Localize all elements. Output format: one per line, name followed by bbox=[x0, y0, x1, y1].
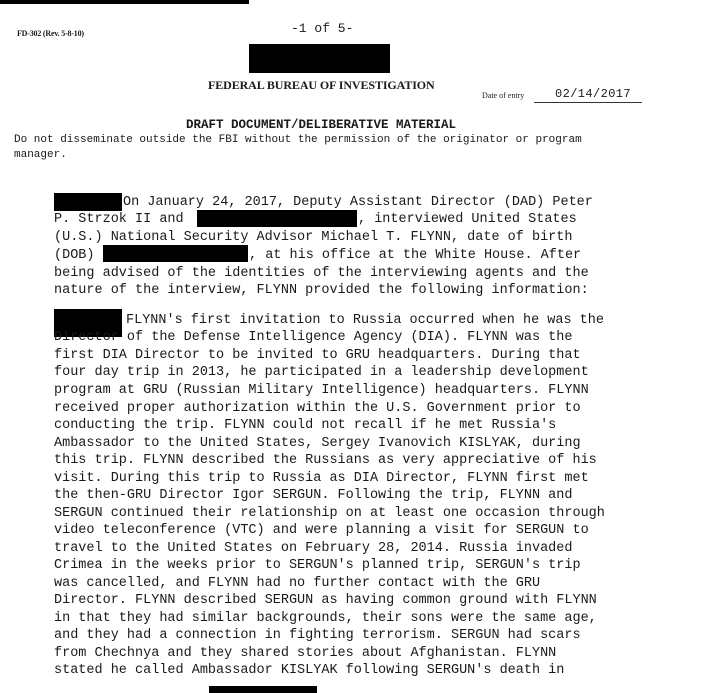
p2-line-17: Director. FLYNN described SERGUN as having common ground with FLYNN bbox=[54, 593, 597, 608]
p2-line-7: conducting the trip. FLYNN could not recall if he met Russia's bbox=[54, 418, 557, 433]
p1-line-4b: , at his office at the White House. After bbox=[249, 248, 582, 263]
notice-title: DRAFT DOCUMENT/DELIBERATIVE MATERIAL bbox=[186, 118, 457, 132]
form-id: FD-302 (Rev. 5-8-10) bbox=[17, 29, 84, 38]
redaction-p1-dob bbox=[103, 245, 248, 262]
p2-line-3: first DIA Director to be invited to GRU headquarters. During that bbox=[54, 348, 581, 363]
date-value: 02/14/2017 bbox=[555, 87, 632, 101]
top-redaction bbox=[0, 0, 249, 4]
p1-line-2b: , interviewed United States bbox=[358, 212, 577, 227]
p2-line-8: Ambassador to the United States, Sergey Ivanovich KISLYAK, during bbox=[54, 436, 581, 451]
p2-line-1: FLYNN's first invitation to Russia occurred when he was the bbox=[126, 313, 604, 328]
p2-line-14: travel to the United States on February 28, 2014. Russia invaded bbox=[54, 541, 573, 556]
p2-line-4: four day trip in 2013, he participated in a leadership development bbox=[54, 365, 589, 380]
p2-line-21: stated he called Ambassador KISLYAK following SERGUN's death in bbox=[54, 663, 565, 678]
p2-line-13: video teleconference (VTC) and were planning a visit for SERGUN to bbox=[54, 523, 589, 538]
header-redaction bbox=[249, 44, 390, 73]
redaction-p1-agent bbox=[197, 210, 357, 227]
notice-line-1: Do not disseminate outside the FBI without the permission of the originator or program bbox=[14, 134, 582, 146]
p2-line-16: was cancelled, and FLYNN had no further contact with the GRU bbox=[54, 576, 541, 591]
agency-title: FEDERAL BUREAU OF INVESTIGATION bbox=[208, 78, 435, 92]
p1-line-3: (U.S.) National Security Advisor Michael T. FLYNN, date of birth bbox=[54, 230, 573, 245]
p2-line-2: Director of the Defense Intelligence Agency (DIA). FLYNN was the bbox=[54, 330, 573, 345]
p1-line-2a: P. Strzok II and bbox=[54, 212, 184, 227]
page-indicator: -1 of 5- bbox=[291, 21, 354, 36]
p1-line-1: On January 24, 2017, Deputy Assistant Director (DAD) Peter bbox=[123, 195, 593, 210]
redaction-p1-lead bbox=[54, 193, 122, 211]
p2-line-20: from Chechnya and they shared stories about Afghanistan. FLYNN bbox=[54, 646, 557, 661]
p2-line-15: Crimea in the weeks prior to SERGUN's planned trip, SERGUN's trip bbox=[54, 558, 581, 573]
notice-line-2: manager. bbox=[14, 149, 67, 161]
p1-line-4a: (DOB) bbox=[54, 248, 95, 263]
p2-line-6: received proper authorization within the U.S. Government prior to bbox=[54, 401, 581, 416]
p2-line-10: visit. During this trip to Russia as DIA Director, FLYNN first met bbox=[54, 471, 589, 486]
p2-line-12: SERGUN continued their relationship on at least one occasion through bbox=[54, 506, 605, 521]
p2-line-18: in that they had similar backgrounds, their sons were the same age, bbox=[54, 611, 597, 626]
p1-line-6: nature of the interview, FLYNN provided the following information: bbox=[54, 283, 589, 298]
p2-line-19: and they had a connection in fighting terrorism. SERGUN had scars bbox=[54, 628, 581, 643]
p1-line-5: being advised of the identities of the interviewing agents and the bbox=[54, 266, 589, 281]
p2-line-5: program at GRU (Russian Military Intelligence) headquarters. FLYNN bbox=[54, 383, 589, 398]
bottom-redaction bbox=[209, 686, 317, 693]
p2-line-11: the then-GRU Director Igor SERGUN. Following the trip, FLYNN and bbox=[54, 488, 573, 503]
date-underline bbox=[534, 102, 642, 103]
date-label: Date of entry bbox=[482, 91, 525, 100]
p2-line-9: this trip. FLYNN described the Russians as very appreciative of his bbox=[54, 453, 597, 468]
